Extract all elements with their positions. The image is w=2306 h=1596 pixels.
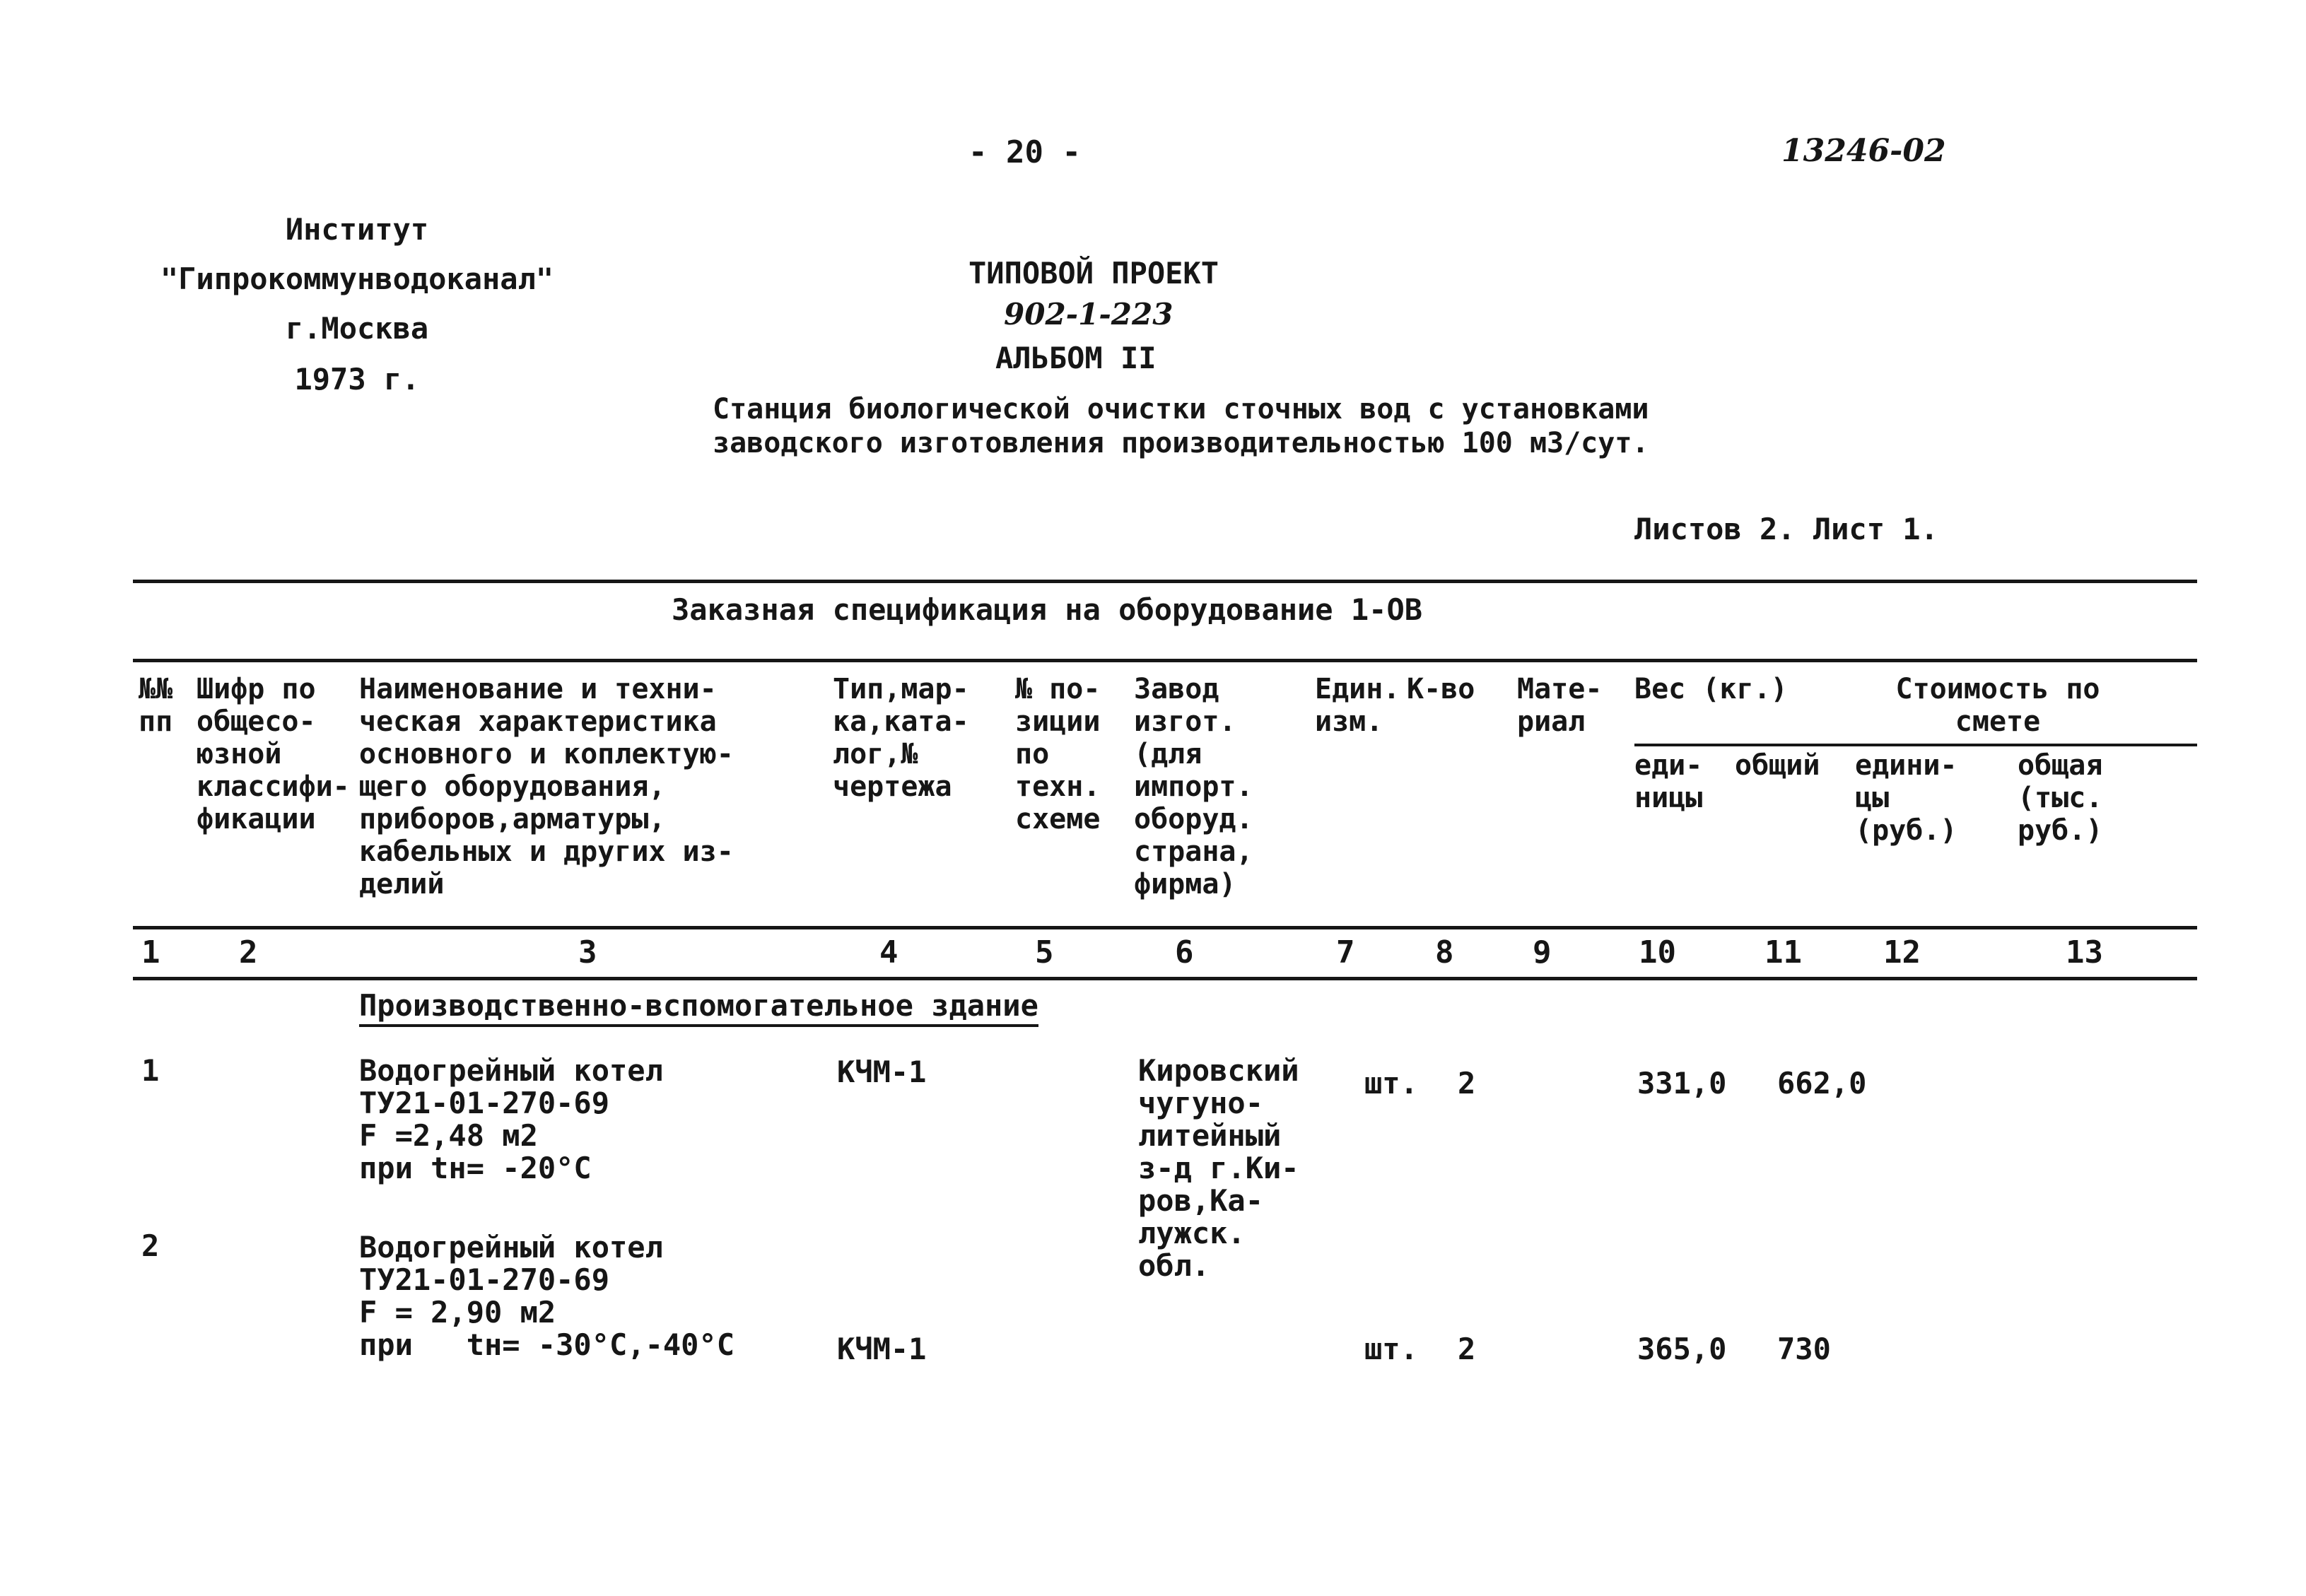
header-weight-group: Вес (кг.) bbox=[1634, 673, 1788, 705]
row-2-unit: шт. bbox=[1364, 1332, 1418, 1366]
section-title: Производственно-вспомогательное здание bbox=[359, 988, 1038, 1027]
project-title: ТИПОВОЙ ПРОЕКТ bbox=[968, 256, 1219, 291]
column-number-8: 8 bbox=[1435, 934, 1454, 970]
header-col-5: № по- зиции по техн. схеме bbox=[1015, 673, 1101, 835]
header-col-6: Завод изгот. (для импорт. оборуд. страна, фирма) bbox=[1134, 673, 1253, 900]
row-1-name: Водогрейный котел ТУ21-01-270-69 F =2,48 м2 при tн= -20°С bbox=[359, 1053, 663, 1185]
row-2-unit-weight: 365,0 bbox=[1637, 1332, 1727, 1366]
row-2-name: Водогрейный котел ТУ21-01-270-69 F = 2,90 м2 при tн= -30°С,-40°С bbox=[359, 1230, 735, 1362]
header-col-12: едини- цы (руб.) bbox=[1855, 749, 1957, 847]
header-col-3: Наименование и техни- ческая характеристика основного и коплектую- щего оборудования, приборов,арматуры, кабельных и других из- делий bbox=[359, 673, 734, 900]
institute-line-1: Институт bbox=[285, 212, 429, 247]
row-1-type: КЧМ-1 bbox=[837, 1055, 927, 1089]
row-2-total-weight: 730 bbox=[1777, 1332, 1831, 1366]
header-col-8: К-во bbox=[1407, 673, 1475, 705]
specification-title: Заказная спецификация на оборудование 1-ОВ bbox=[672, 592, 1423, 627]
header-col-9: Мате- риал bbox=[1517, 673, 1603, 738]
page-number: - 20 - bbox=[968, 134, 1081, 170]
sheets-info: Листов 2. Лист 1. bbox=[1634, 512, 1938, 546]
header-col-7: Един. изм. bbox=[1315, 673, 1400, 738]
row-1-number: 1 bbox=[141, 1053, 160, 1088]
header-col-13: общая (тыс. руб.) bbox=[2018, 749, 2103, 847]
row-2-number: 2 bbox=[141, 1228, 160, 1263]
column-number-6: 6 bbox=[1175, 934, 1194, 970]
header-cost-group: Стоимость по смете bbox=[1895, 673, 2100, 738]
column-numbers-bottom-rule bbox=[133, 977, 2197, 980]
column-number-13: 13 bbox=[2066, 934, 2103, 970]
column-number-11: 11 bbox=[1764, 934, 1802, 970]
subheader-rule bbox=[1634, 744, 2197, 746]
row-1-quantity: 2 bbox=[1458, 1066, 1476, 1101]
institute-line-3: г.Москва bbox=[285, 311, 429, 346]
column-number-5: 5 bbox=[1035, 934, 1054, 970]
album-label: АЛЬБОМ II bbox=[995, 341, 1157, 375]
row-1-total-weight: 662,0 bbox=[1777, 1066, 1867, 1101]
stamp-number: 13246-02 bbox=[1781, 133, 1946, 169]
institute-line-4: 1973 г. bbox=[294, 362, 420, 397]
row-2-type: КЧМ-1 bbox=[837, 1332, 927, 1366]
header-col-1: №№ пп bbox=[139, 673, 173, 738]
header-col-11: общий bbox=[1735, 749, 1820, 782]
column-number-9: 9 bbox=[1533, 934, 1552, 970]
header-col-2: Шифр по общесо- юзной классифи- фикации bbox=[197, 673, 350, 835]
row-1-maker: Кировский чугуно- литейный з-д г.Ки- ров,Ка- лужск. обл. bbox=[1138, 1053, 1299, 1283]
column-numbers-top-rule bbox=[133, 926, 2197, 929]
column-number-10: 10 bbox=[1639, 934, 1676, 970]
row-2-quantity: 2 bbox=[1458, 1332, 1476, 1366]
column-number-7: 7 bbox=[1336, 934, 1355, 970]
column-number-1: 1 bbox=[141, 934, 160, 970]
top-rule bbox=[133, 580, 2197, 583]
project-description-line-2: заводского изготовления производительностью 100 м3/сут. bbox=[713, 427, 1649, 459]
header-col-10: еди- ницы bbox=[1634, 749, 1703, 814]
institute-line-2: "Гипрокоммунводоканал" bbox=[160, 262, 554, 296]
column-number-2: 2 bbox=[239, 934, 258, 970]
column-number-12: 12 bbox=[1883, 934, 1921, 970]
row-1-unit: шт. bbox=[1364, 1066, 1418, 1101]
project-number: 902-1-223 bbox=[1004, 297, 1174, 331]
header-col-4: Тип,мар- ка,ката- лог,№ чертежа bbox=[833, 673, 969, 803]
column-number-4: 4 bbox=[879, 934, 899, 970]
row-1-unit-weight: 331,0 bbox=[1637, 1066, 1727, 1101]
column-number-3: 3 bbox=[578, 934, 597, 970]
header-top-rule bbox=[133, 659, 2197, 662]
project-description-line-1: Станция биологической очистки сточных вод с установками bbox=[713, 393, 1649, 426]
